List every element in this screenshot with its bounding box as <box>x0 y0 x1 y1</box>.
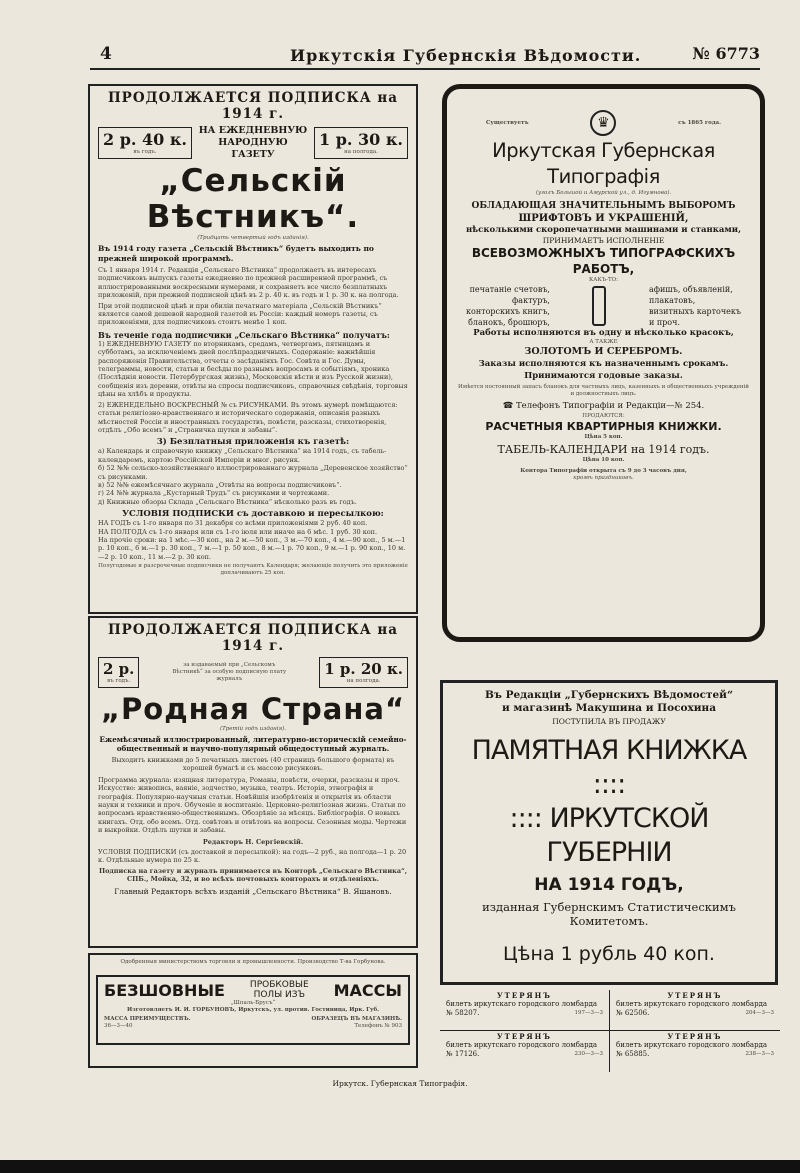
price-middle-text: за издаваемый при „Сельскомъ Вѣстникѣ“ за особую подписную плату журналъ <box>172 662 287 682</box>
cork-right-phone: Телефонъ № 903 <box>354 1023 402 1029</box>
typography-phone-text: Телефонъ Типографіи и Редакціи—№ 254. <box>516 401 705 411</box>
price-year-box <box>98 127 192 159</box>
ad-app-2: б) 52 №№ сельско-хозяйственнаго иллюстрированнаго журнала „Деревенское хозяйство“ съ рисунками. <box>98 464 408 481</box>
ad-cond-3: На прочіе сроки: на 1 мѣс.—30 коп., на 2 м.—50 коп., 3 м.—70 коп., 4 м.—90 коп., 5 м.—1 р. 10 коп., 6 м.—1 р. 30 коп., 7 м.—1 р. 50 коп., 8 м.—1 р. 70 коп., 9 м.—1 р. 90 коп., 10 м.—2 р. 10 коп., 11 м.—2 р. 30 коп. <box>98 535 406 561</box>
lost-number: № 65885. <box>616 1050 650 1058</box>
lost-title: УТЕРЯНЪ <box>497 1032 552 1041</box>
lost-number: № 17126. <box>446 1050 480 1058</box>
lost-notice <box>610 1031 780 1072</box>
typography-line-12: Имѣется постоянный запасъ бланокъ для частныхъ лицъ, казенныхъ и общественныхъ учрежденій и должностныхъ лицъ. <box>458 384 749 397</box>
price-row <box>98 657 408 688</box>
lost-code: 204—3—3 <box>745 1010 774 1016</box>
typography-col-right <box>649 284 741 328</box>
cork-sub: „Шпаль-Брусъ“ <box>230 1000 276 1006</box>
eagle-crest-icon: ♛ <box>590 110 616 136</box>
typography-line-1: ОБЛАДАЮЩАЯ ЗНАЧИТЕЛЬНЫМЪ ВЫБОРОМЪ <box>471 201 736 211</box>
lost-code: 238—3—3 <box>745 1051 774 1057</box>
lost-notice <box>440 1031 610 1072</box>
typography-line-5: ВСЕВОЗМОЖНЫХЪ ТИПОГРАФСКИХЪ РАБОТЪ, <box>471 246 736 276</box>
newspaper-title: Иркутскія Губернскія Вѣдомости. <box>290 46 642 65</box>
price-half-note: на полгода. <box>346 678 381 684</box>
ad-headline: ПРОДОЛЖАЕТСЯ ПОДПИСКА на 1914 г. <box>107 622 399 654</box>
book-year: НА 1914 ГОДЪ, <box>534 875 684 895</box>
cork-title-mid-top: ПРОБКОВЫЕ <box>249 980 309 990</box>
ad-selsky-vestnik <box>88 84 418 614</box>
lost-number: № 58207. <box>446 1009 480 1017</box>
cork-maker: Изготовляетъ И. И. ГОРБУНОВЪ, Иркутскъ, ул. против. Гостиница, Ирк. Губ. <box>126 1007 380 1013</box>
lost-notice <box>440 990 610 1031</box>
ad-typography <box>436 78 771 648</box>
typography-line-7: Работы исполняются въ одну и нѣсколько красокъ, <box>473 328 734 338</box>
ad-memorial-book <box>440 680 778 985</box>
typography-phone: ☎ Телефонъ Типографіи и Редакціи—№ 254. <box>502 401 705 411</box>
cork-labels <box>104 1016 402 1023</box>
ad-section-1: Въ теченіе года подписчики „Сельскаго Вѣстника“ получатъ: <box>98 329 390 340</box>
col-left-item: фактуръ, <box>512 296 550 305</box>
typography-columns <box>456 284 751 328</box>
col-left-item: печатаніе счетовъ, <box>469 285 550 294</box>
price-half-box <box>319 657 408 688</box>
lost-code: 230—3—3 <box>574 1051 603 1057</box>
page-header <box>90 40 760 70</box>
col-right-item: и проч. <box>648 318 680 327</box>
ad-app-3: в) 52 №№ ежемѣсячнаго журнала „Отвѣты на вопросы подписчиковъ“. <box>98 480 342 489</box>
ad-body-2: Программа журнала: изящная литература, Романы, повѣсти, очерки, разсказы и проч. Искусство: живопись, ваяніе, зодчество, музыка, театръ. Исторія, этнографія и географія. Популярно-научныя статьи. Новѣйшія изобрѣтенія и открытія въ области науки и техники и проч. Обученіе и воспитаніе. Церковно-религіозная жизнь. Статьи по вопросамъ нравственно-общественнымъ. Обозрѣніе за мѣсяцъ. Библіографія. О новыхъ книгахъ. Отд. обо всемъ. Отд. совѣтовъ и отвѣтовъ на вопросы. Сезонныя моды. Чертежи и выкройки. Отдѣлъ шутки и забавы. <box>98 775 407 835</box>
ad-body-1: Выходитъ книжками до 5 печатныхъ листовъ (40 страницъ большого формата) въ хорошей бумагѣ и съ массою рисунковъ. <box>111 756 395 773</box>
cork-left-phone: 36—3—40 <box>104 1023 133 1029</box>
ad-app-4: г) 24 №№ журнала „Кустарный Трудъ“ съ рисунками и чертежами. <box>98 489 330 498</box>
price-middle-text: НА ЕЖЕДНЕВНУЮ НАРОДНУЮ ГАЗЕТУ <box>198 125 308 160</box>
typography-line-3: нѣсколькими скоропечатными машинами и станками, <box>465 225 742 235</box>
lost-text: билетъ иркутскаго городского ломбарда <box>446 1000 598 1008</box>
ad-item-2: 2) ЕЖЕНЕДЕЛЬНО ВОСКРЕСНЫЙ № съ РИСУНКАМИ. Въ этомъ нумерѣ помѣщаются: статьи религіозно-нравственнаго и историческаго содержанія, описанія разныхъ мѣстностей Россіи и иностранныхъ государствъ, повѣсти, разсказы, стихотворенія, отдѣлъ „Обо всемъ“ и „Страничка шутки и забавы“. <box>98 400 398 434</box>
lost-code: 197—3—3 <box>574 1010 603 1016</box>
ad-chief-editor: Главный Редакторъ всѣхъ изданій „Сельскаго Вѣстника“ В. Яшановъ. <box>114 886 392 896</box>
ad-cork-floors <box>88 953 418 1068</box>
lost-text: билетъ иркутскаго городского ломбарда <box>616 1041 768 1049</box>
typography-line-13: ПРОДАЮТСЯ: <box>582 413 625 419</box>
ad-app-5: д) Книжные обзоры Склада „Сельскаго Вѣстника“ нѣсколько разъ въ годъ. <box>98 497 357 506</box>
ad-body-2: При этой подписной цѣнѣ и при обиліи печатнаго матеріала „Сельскій Вѣстникъ“ является самой дешевой народной газетой въ Россіи: каждый номеръ газеты, съ приложеніями, для подписчиковъ стоитъ менѣе 1 коп. <box>98 301 382 327</box>
issue-number: № 6773 <box>692 44 760 63</box>
typography-line-18: Контора Типографіи открыта съ 9 до 3 часовъ дня, <box>520 468 687 474</box>
typography-line-9: ЗОЛОТОМЪ И СЕРЕБРОМЪ. <box>524 346 683 357</box>
cork-phones <box>104 1023 402 1030</box>
lost-text: билетъ иркутскаго городского ломбарда <box>616 1000 768 1008</box>
typography-line-6: КАКЪ-ТО: <box>589 277 618 283</box>
col-right-item: визитныхъ карточекъ <box>648 307 741 316</box>
cork-title-right: МАССЫ <box>333 980 402 1000</box>
ad-editor: Редакторъ Н. Сергіевскій. <box>202 837 304 846</box>
cork-title-row <box>104 980 402 1000</box>
typography-col-left <box>466 284 550 328</box>
col-right-item: плакатовъ, <box>648 296 696 305</box>
lost-title: УТЕРЯНЪ <box>667 1032 723 1041</box>
cork-title-mid <box>250 980 309 1000</box>
price-year: 2 р. 40 к. <box>103 130 187 149</box>
typography-line-19: кромѣ праздниковъ. <box>573 475 634 481</box>
book-title-1: ПАМЯТНАЯ КНИЖКА :::: <box>471 735 747 800</box>
typography-line-2: ШРИФТОВЪ И УКРАШЕНІЙ, <box>518 213 689 224</box>
lost-title: УТЕРЯНЪ <box>667 991 723 1000</box>
lost-text: билетъ иркутскаго городского ломбарда <box>446 1041 598 1049</box>
ad-title: „Сельскій Вѣстникъ“. <box>146 163 360 235</box>
cork-title-mid-bottom: ПОЛЫ ИЗЪ <box>253 990 305 1000</box>
ad-subtitle: (Третій годъ изданія). <box>219 726 287 732</box>
book-line-2: и магазинѣ Макушина и Посохина <box>501 702 717 714</box>
typography-top-row <box>456 110 751 136</box>
scan-edge <box>0 1160 800 1173</box>
price-half: 1 р. 20 к. <box>324 660 403 678</box>
book-title-2: :::: ИРКУТСКОЙ ГУБЕРНІИ <box>509 803 709 868</box>
ad-app-1: а) Календарь и справочную книжку „Сельскаго Вѣстника“ на 1914 годъ, съ табель-календаремъ, картою Россійской Имперіи и мног. рисунк. <box>98 447 387 464</box>
col-left-item: бланокъ, брошюръ, <box>468 318 550 327</box>
typography-line-16: ТАБЕЛЬ-КАЛЕНДАРИ на 1914 годъ. <box>497 443 710 456</box>
typography-exists: Существуетъ <box>486 119 529 126</box>
typography-since: съ 1865 года. <box>678 119 721 126</box>
typography-line-15: Цѣна 5 коп. <box>584 434 623 440</box>
ad-title: „Родная Страна“ <box>100 692 406 726</box>
typography-address: (уголъ Большой и Амурской ул., д. Игумнова). <box>535 190 672 196</box>
ad-item-1: 1) ЕЖЕДНЕВНУЮ ГАЗЕТУ по вторникамъ, средамъ, четвергамъ, пятницамъ и субботамъ, за исключеніемъ дней послѣпраздничныхъ. Содержаніе: важнѣйшія распоряженія Правительства, отчеты о засѣданіяхъ Гос. Совѣта и Гос. Думы, телеграммы, новости, статьи и бесѣды по разнымъ вопросамъ и событіямъ, хроника (Послѣднія новости. Петербургская жизнь), Московскія вѣсти и изъ Русской жизни), сообщенія изъ деревни, отвѣты на спросы подписчиковъ, справочныя свѣдѣнія, торговыя цѣны на хлѣбъ и продукты. <box>98 339 408 399</box>
ad-footnote: Полугодовые и разсрочечные подписчики не получаютъ Календаря; желающіе получить это приложеніе доплачиваютъ 25 коп. <box>98 563 408 577</box>
ad-office: Подписка на газету и журналъ принимается въ Конторѣ „Сельскаго Вѣстника“, СПБ., Мойка, 32, и во всѣхъ почтовыхъ конторахъ и отдѣленіяхъ. <box>98 866 408 884</box>
ad-lead: Ежемѣсячный иллюстрированный, литературно-историческій семейно-общественный и научно-популярный общедоступный журналъ. <box>99 735 407 753</box>
typography-content <box>450 106 757 620</box>
cork-inner-box <box>96 975 410 1045</box>
price-year: 2 р. <box>103 660 135 678</box>
book-line-3: ПОСТУПИЛА ВЪ ПРОДАЖУ <box>552 717 666 726</box>
ad-lead: Въ 1914 году газета „Сельскій Вѣстникъ“ будетъ выходить по прежней широкой программѣ. <box>98 244 374 263</box>
price-half-note: на полгода. <box>344 149 378 155</box>
ad-body-1: Съ 1 января 1914 г. Редакція „Сельскаго Вѣстника“ продолжаетъ въ интересахъ подписчиковъ выпускъ газеты ежедневно по прежней расширенной программѣ, съ иллюстрированными воскресными нумерами, и сохраняетъ все число безплатныхъ приложеній, при прежней подписной цѣнѣ въ 2 р. 40 к. въ годъ и 1 р. 30 к. на полгода. <box>98 266 399 300</box>
lost-title: УТЕРЯНЪ <box>497 991 552 1000</box>
ad-top-note: Одобренныя министерствомъ торговли и промышленности. Производство Т-ва Горбунова. <box>120 959 386 965</box>
typography-line-4: ПРИНИМАЕТЪ ИСПОЛНЕНІЕ <box>542 236 665 245</box>
col-left-item: конторскихъ книгъ, <box>466 307 550 316</box>
price-year-note: въ годъ. <box>107 678 131 684</box>
printer-footer: Иркутск. Губернская Типографія. <box>332 1079 468 1088</box>
typography-line-8: А ТАКЖЕ <box>589 339 618 345</box>
typography-line-17: Цѣна 10 коп. <box>582 457 625 463</box>
ad-section-2: 3) Безплатныя приложенія къ газетѣ: <box>156 437 350 448</box>
book-publisher-2: Комитетомъ. <box>569 914 649 928</box>
price-half: 1 р. 30 к. <box>319 130 403 149</box>
ad-conditions-title: УСЛОВІЯ ПОДПИСКИ съ доставкою и пересылкою: <box>122 509 384 520</box>
lost-notices <box>440 990 780 1072</box>
ad-rodnaya-strana <box>88 616 418 948</box>
book-price: Цѣна 1 рубль 40 коп. <box>503 943 715 965</box>
ad-subtitle: (Тридцать четвертый годъ изданія). <box>197 235 309 241</box>
typography-line-14: РАСЧЕТНЫЯ КВАРТИРНЫЯ КНИЖКИ. <box>485 420 722 433</box>
ad-headline: ПРОДОЛЖАЕТСЯ ПОДПИСКА на 1914 г. <box>107 90 399 122</box>
typography-line-10: Заказы исполняются къ назначеннымъ срокамъ. <box>478 359 729 369</box>
cork-right-label: ОБРАЗЕЦЪ ВЪ МАГАЗИНѢ. <box>311 1016 402 1022</box>
cork-left-label: МАССА ПРЕИМУЩЕСТВЪ. <box>104 1016 191 1022</box>
col-right-item: афишъ, объявленій, <box>648 285 733 294</box>
lost-number: № 62506. <box>616 1009 650 1017</box>
ad-cond-1: НА ГОДЪ съ 1-го января по 31 декабря со всѣми приложеніями 2 руб. 40 коп. <box>98 519 368 528</box>
typography-line-11: Принимаются годовые заказы. <box>524 371 683 381</box>
typography-title: Иркутская Губернская Типографія <box>492 139 715 188</box>
book-line-1: Въ Редакціи „Губернскихъ Вѣдомостей“ <box>485 689 733 701</box>
price-half-box <box>314 127 408 159</box>
book-icon <box>592 286 606 326</box>
ad-cond-2: НА ПОЛГОДА съ 1-го января или съ 1-го іюля или иначе на 6 мѣс. 1 руб. 30 коп. <box>98 527 378 536</box>
lost-notice <box>610 990 780 1031</box>
price-year-box <box>98 657 139 688</box>
price-year-note: въ годъ. <box>133 149 157 155</box>
page-number: 4 <box>100 44 112 64</box>
book-publisher-1: изданная Губернскимъ Статистическимъ <box>482 900 736 914</box>
ad-conditions: УСЛОВІЯ ПОДПИСКИ (съ доставкой и пересылкой): на годъ—2 руб., на полгода—1 р. 20 к. Отдѣльные нумера по 25 к. <box>98 848 407 865</box>
price-row <box>98 125 408 161</box>
cork-title-left: БЕЗШОВНЫЕ <box>104 980 225 1000</box>
